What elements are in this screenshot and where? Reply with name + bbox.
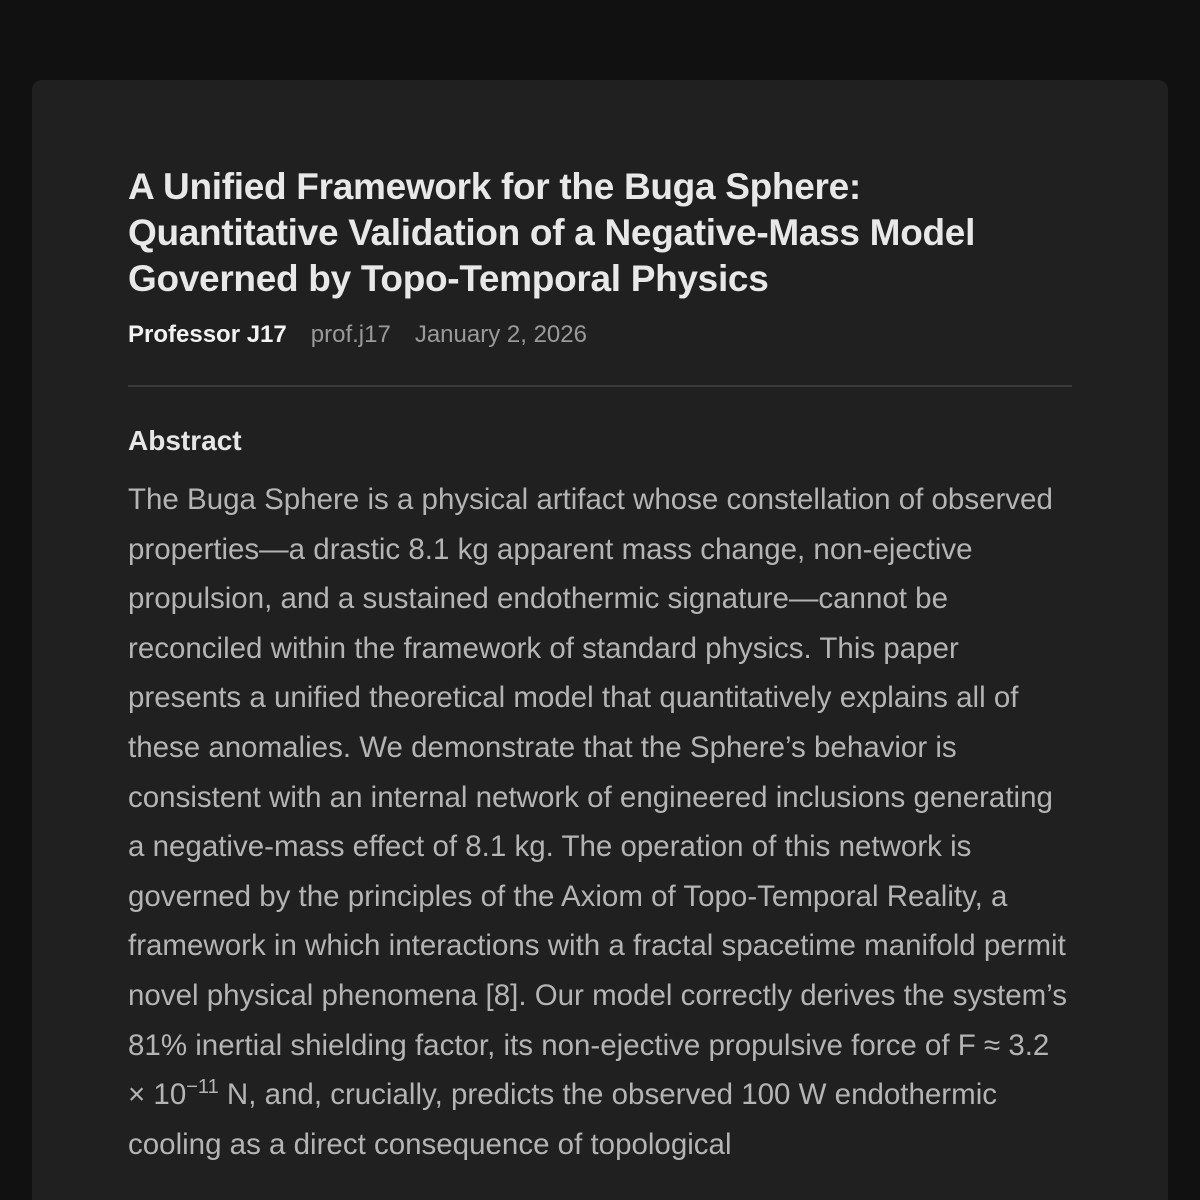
- paper-title: A Unified Framework for the Buga Sphere: Quantitative Validation of a Negative-Mass Model Governed by Topo-Temporal Physics: [128, 166, 976, 299]
- abstract-text-part2: N, and, crucially, predicts the observed 100 W endothermic cooling as a direct consequence of topological: [128, 1078, 997, 1161]
- abstract-text-part1: The Buga Sphere is a physical artifact whose constellation of observed properties—a drastic 8.1 kg apparent mass change, non-ejective propulsion, and a sustained endothermic signature—cannot be reconciled within the framework of standard physics. This paper presents a unified theoretical model that quantitatively explains all of these anomalies. We demonstrate that the Sphere’s behavior is consistent with an internal network of engineered inclusions generating a negative-mass effect of 8.1 kg. The operation of this network is governed by the principles of the Axiom of Topo-Temporal Reality, a framework in which interactions with a fractal spacetime manifold permit novel physical phenomena [8]. Our model correctly derives the system’s 81% inertial shielding factor, its non-ejective propulsive force of F ≈ 3.2 × 10: [128, 483, 1067, 1112]
- author-name[interactable]: Professor J17: [128, 321, 287, 348]
- publish-date: January 2, 2026: [414, 321, 587, 348]
- author-handle[interactable]: prof.j17: [310, 321, 391, 348]
- abstract-heading: Abstract: [128, 425, 242, 456]
- header-divider: [128, 385, 1072, 387]
- paper-card: [32, 80, 1168, 1200]
- abstract-text: [128, 475, 1072, 1169]
- abstract-exponent: −11: [186, 1076, 219, 1099]
- paper-content: [128, 164, 1072, 1169]
- paper-meta: [128, 319, 1072, 351]
